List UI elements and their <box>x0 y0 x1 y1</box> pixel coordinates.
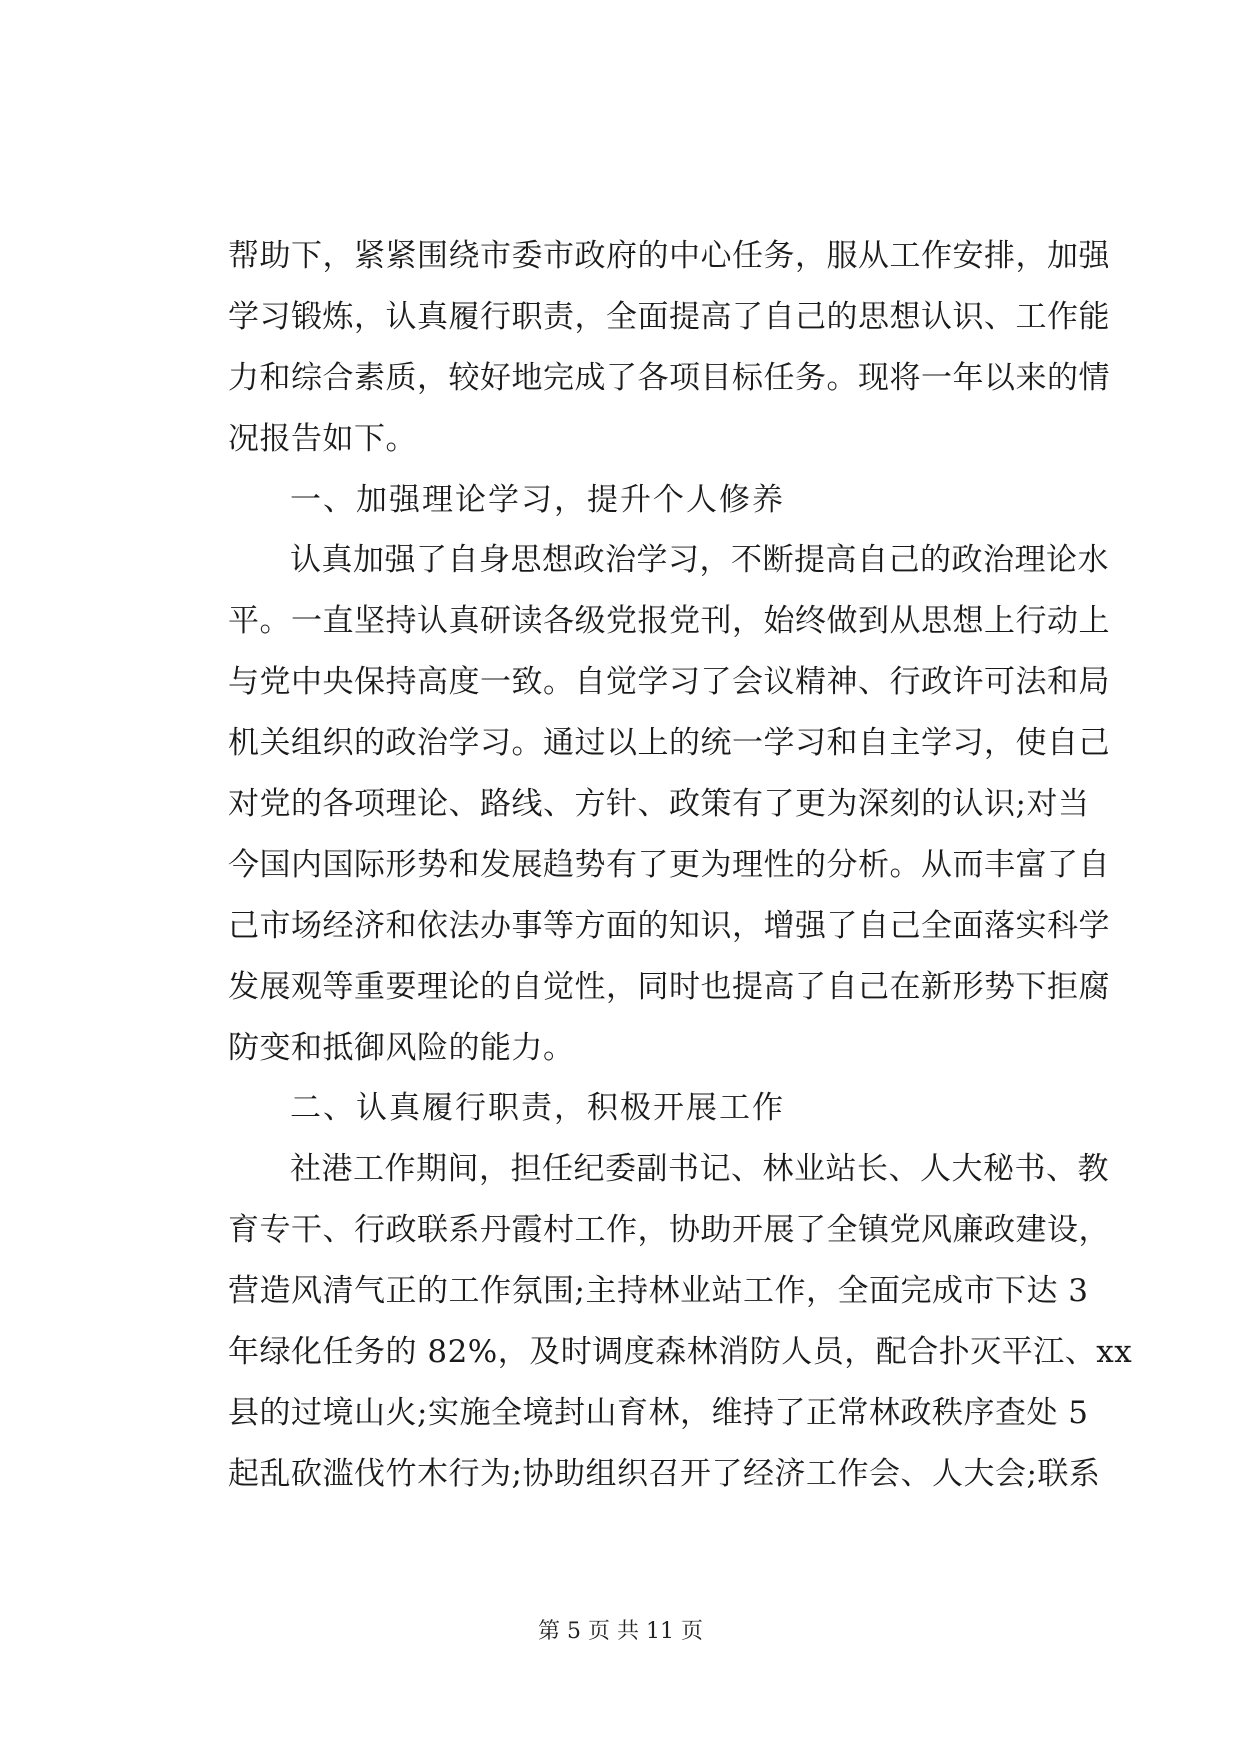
body-line: 社港工作期间，担任纪委副书记、林业站长、人大秘书、教 <box>290 1151 1109 1188</box>
body-line: 己市场经济和依法办事等方面的知识，增强了自己全面落实科学 <box>228 907 1110 944</box>
body-line: 学习锻炼，认真履行职责，全面提高了自己的思想认识、工作能 <box>228 298 1110 335</box>
body-line: 机关组织的政治学习。通过以上的统一学习和自主学习，使自己 <box>228 725 1110 762</box>
body-line: 帮助下，紧紧围绕市委市政府的中心任务，服从工作安排，加强 <box>228 238 1110 274</box>
body-line: 今国内国际形势和发展趋势有了更为理性的分析。从而丰富了自 <box>228 846 1110 883</box>
body-line: 育专干、行政联系丹霞村工作，协助开展了全镇党风廉政建设， <box>228 1212 1110 1249</box>
page-footer: 第 5 页 共 11 页 <box>538 1619 703 1644</box>
body-line: 与党中央保持高度一致。自觉学习了会议精神、行政许可法和局 <box>228 664 1110 701</box>
body-line: 对党的各项理论、路线、方针、政策有了更为深刻的认识;对当 <box>228 786 1090 823</box>
body-line: 防变和抵御风险的能力。 <box>228 1029 575 1066</box>
body-line: 县的过境山火;实施全境封山育林，维持了正常林政秩序查处 5 <box>228 1394 1089 1431</box>
body-line: 营造风清气正的工作氛围;主持林业站工作，全面完成市下达 3 <box>228 1273 1089 1310</box>
document-body <box>228 226 1133 1505</box>
body-line: 力和综合素质，较好地完成了各项目标任务。现将一年以来的情 <box>228 359 1110 396</box>
body-line: 平。一直坚持认真研读各级党报党刊，始终做到从思想上行动上 <box>228 603 1110 640</box>
section-heading-2: 二、认真履行职责，积极开展工作 <box>290 1090 785 1127</box>
body-line: 年绿化任务的 82%，及时调度森林消防人员，配合扑灭平江、xx <box>228 1334 1133 1371</box>
body-line: 况报告如下。 <box>228 420 417 457</box>
body-line: 认真加强了自身思想政治学习，不断提高自己的政治理论水 <box>290 542 1109 579</box>
body-line: 起乱砍滥伐竹木行为;协助组织召开了经济工作会、人大会;联系 <box>228 1455 1101 1492</box>
section-heading-1: 一、加强理论学习，提升个人修养 <box>290 481 785 518</box>
body-line: 发展观等重要理论的自觉性，同时也提高了自己在新形势下拒腐 <box>228 968 1110 1005</box>
